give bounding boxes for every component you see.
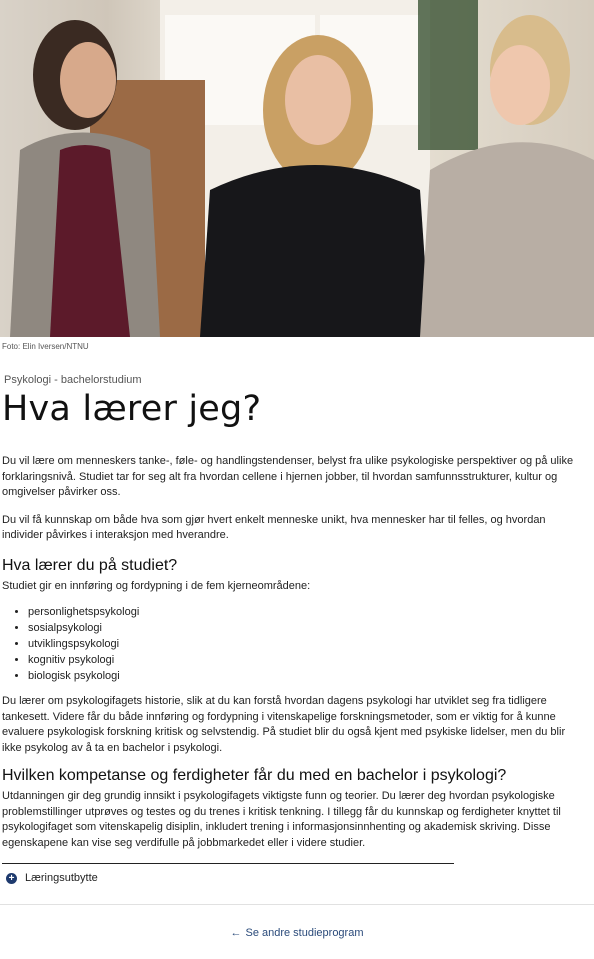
photo-caption: Foto: Elin Iversen/NTNU: [2, 342, 89, 351]
intro-paragraph-1: Du vil lære om menneskers tanke-, føle- og handlingstendenser, belyst fra ulike psykologiske perspektiver og på ulike forklaringsnivå. Studiet tar for seg alt fra hvordan cellene i hjernen jobber, til hvordan samfunnsstrukturer, kultur og omgivelser påvirker oss.: [2, 455, 574, 498]
list-item: • sosialpsykologi: [28, 620, 582, 636]
accordion-label: Læringsutbytte: [25, 872, 98, 884]
section-lead: Studiet gir en innføring og fordypning i de fem kjerneområdene:: [2, 579, 311, 592]
divider: [0, 904, 594, 905]
section-heading-learn: Hva lærer du på studiet?: [2, 556, 178, 574]
back-link[interactable]: [0, 927, 594, 939]
core-areas-list: [2, 604, 582, 684]
learning-outcomes-accordion[interactable]: [2, 863, 454, 884]
section-heading-competence: Hvilken kompetanse og ferdigheter får du med en bachelor i psykologi?: [2, 767, 507, 784]
main-content: [0, 374, 594, 851]
list-item: • personlighetspsykologi: [28, 604, 582, 620]
section-body-1: Du lærer om psykologifagets historie, slik at du kan forstå hvordan dagens psykologi har utviklet seg fra tidligere tankesett. Videre får du både innføring og fordypning i vitenskapelige forskningsmetoder, som er viktig for å kunne evaluere psykologisk forskning kritisk og selvstendig. På studiet blir du også kjent med psykiske lidelser, men du blir ikke psykolog av å ta en bachelor i psykologi.: [2, 695, 566, 754]
list-item: • biologisk psykologi: [28, 668, 582, 684]
hero-photo: [0, 0, 594, 337]
back-link-label: Se andre studieprogram: [245, 927, 364, 939]
arrow-left-icon: ←: [230, 927, 242, 939]
list-item: • utviklingspsykologi: [28, 636, 582, 652]
photo-illustration: [0, 0, 594, 337]
program-kicker: Psykologi - bachelorstudium: [4, 374, 142, 386]
list-item: • kognitiv psykologi: [28, 652, 582, 668]
page-title: Hva lærer jeg?: [2, 389, 262, 429]
plus-circle-icon: +: [6, 873, 17, 884]
intro-paragraph-2: Du vil få kunnskap om både hva som gjør hvert enkelt menneske unikt, hva mennesker har til felles, og hvordan individer påvirkes i interaksjon med hverandre.: [2, 513, 546, 541]
section-body-2: Utdanningen gir deg grundig innsikt i psykologifagets viktigste funn og teorier. Du lærer deg hvordan psykologiske problemstillinger utprøves og testes og du trenes i kritisk tenkning. I tillegg får du kunnskap og ferdigheter knyttet til psykologifaget som vitenskapelig disiplin, inkludert trening i informasjonsinnhenting og akademisk skriving. Disse egenskapene kan vise seg verdifulle på jobbmarkedet eller i videre studier.: [2, 790, 561, 849]
